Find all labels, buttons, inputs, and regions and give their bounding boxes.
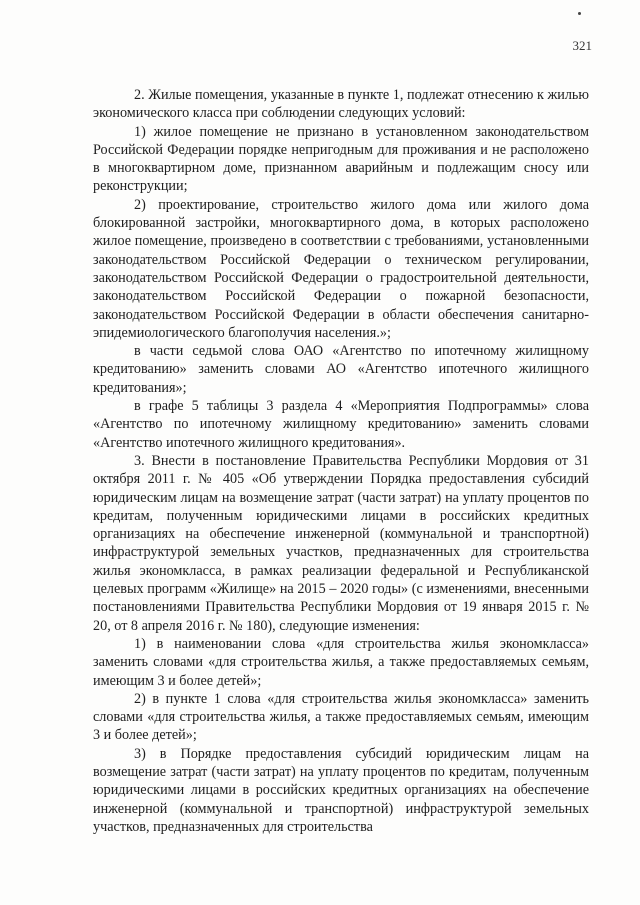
document-body [93, 86, 589, 836]
paragraph: в графе 5 таблицы 3 раздела 4 «Мероприятия Подпрограммы» слова «Агентство по ипотечному жилищному кредитованию» заменить словами «Агентство ипотечного жилищного кредитования». [93, 398, 589, 451]
paragraph: 3. Внести в постановление Правительства Республики Мордовия от 31 октября 2011 г. № 405 «Об утверждении Порядка предоставления субсидий юридическим лицам на возмещение затрат (части затрат) на уплату процентов по кредитам, полученным юридическими лицами в российских кредитных организациях на обеспечение инженерной (коммунальной и транспортной) инфраструктурой земельных участков, предназначенных для строительства жилья экономкласса, в рамках реализации федеральной и Республиканской целевых программ «Жилище» на 2015 – 2020 годы» (с изменениями, внесенными постановлениями Правительства Республики Мордовия от 19 января 2015 г. № 20, от 8 апреля 2016 г. № 180), следующие изменения: [93, 452, 589, 634]
scan-speck [578, 12, 581, 15]
paragraph: 2) в пункте 1 слова «для строительства жилья экономкласса» заменить словами «для строительства жилья, а также предоставляемых семьям, имеющим 3 и более детей»; [93, 690, 589, 744]
paragraph: 2) проектирование, строительство жилого дома или жилого дома блокированной застройки, многоквартирного дома, в которых расположено жилое помещение, произведено в соответствии с требованиями, установленными законодательством Российской Федерации о техническом регулировании, законодательством Российской Федерации о градостроительной деятельности, законодательством Российской Федерации о пожарной безопасности, законодательством Российской Федерации в области обеспечения санитарно-эпидемиологического благополучия населения.»; [93, 196, 589, 341]
paragraph: 3) в Порядке предоставления субсидий юридическим лицам на возмещение затрат (части затрат) на уплату процентов по кредитам, полученным юридическими лицами в российских кредитных организациях на обеспечение инженерной (коммунальной и транспортной) инфраструктурой земельных участков, предназначенных для строительства [93, 745, 589, 835]
paragraph: 2. Жилые помещения, указанные в пункте 1, подлежат отнесению к жилью экономического класса при соблюдении следующих условий: [93, 87, 589, 122]
page-number: 321 [572, 38, 592, 53]
paragraph: 1) жилое помещение не признано в установленном законодательством Российской Федерации порядке непригодным для проживания и не расположено в многоквартирном доме, признанном аварийным и подлежащим сносу или реконструкции; [93, 123, 589, 195]
paragraph: 1) в наименовании слова «для строительства жилья экономкласса» заменить словами «для строительства жилья, а также предоставляемых семьям, имеющим 3 и более детей»; [93, 635, 589, 689]
paragraph: в части седьмой слова ОАО «Агентство по ипотечному жилищному кредитованию» заменить словами АО «Агентство ипотечного жилищного кредитования»; [93, 343, 589, 396]
